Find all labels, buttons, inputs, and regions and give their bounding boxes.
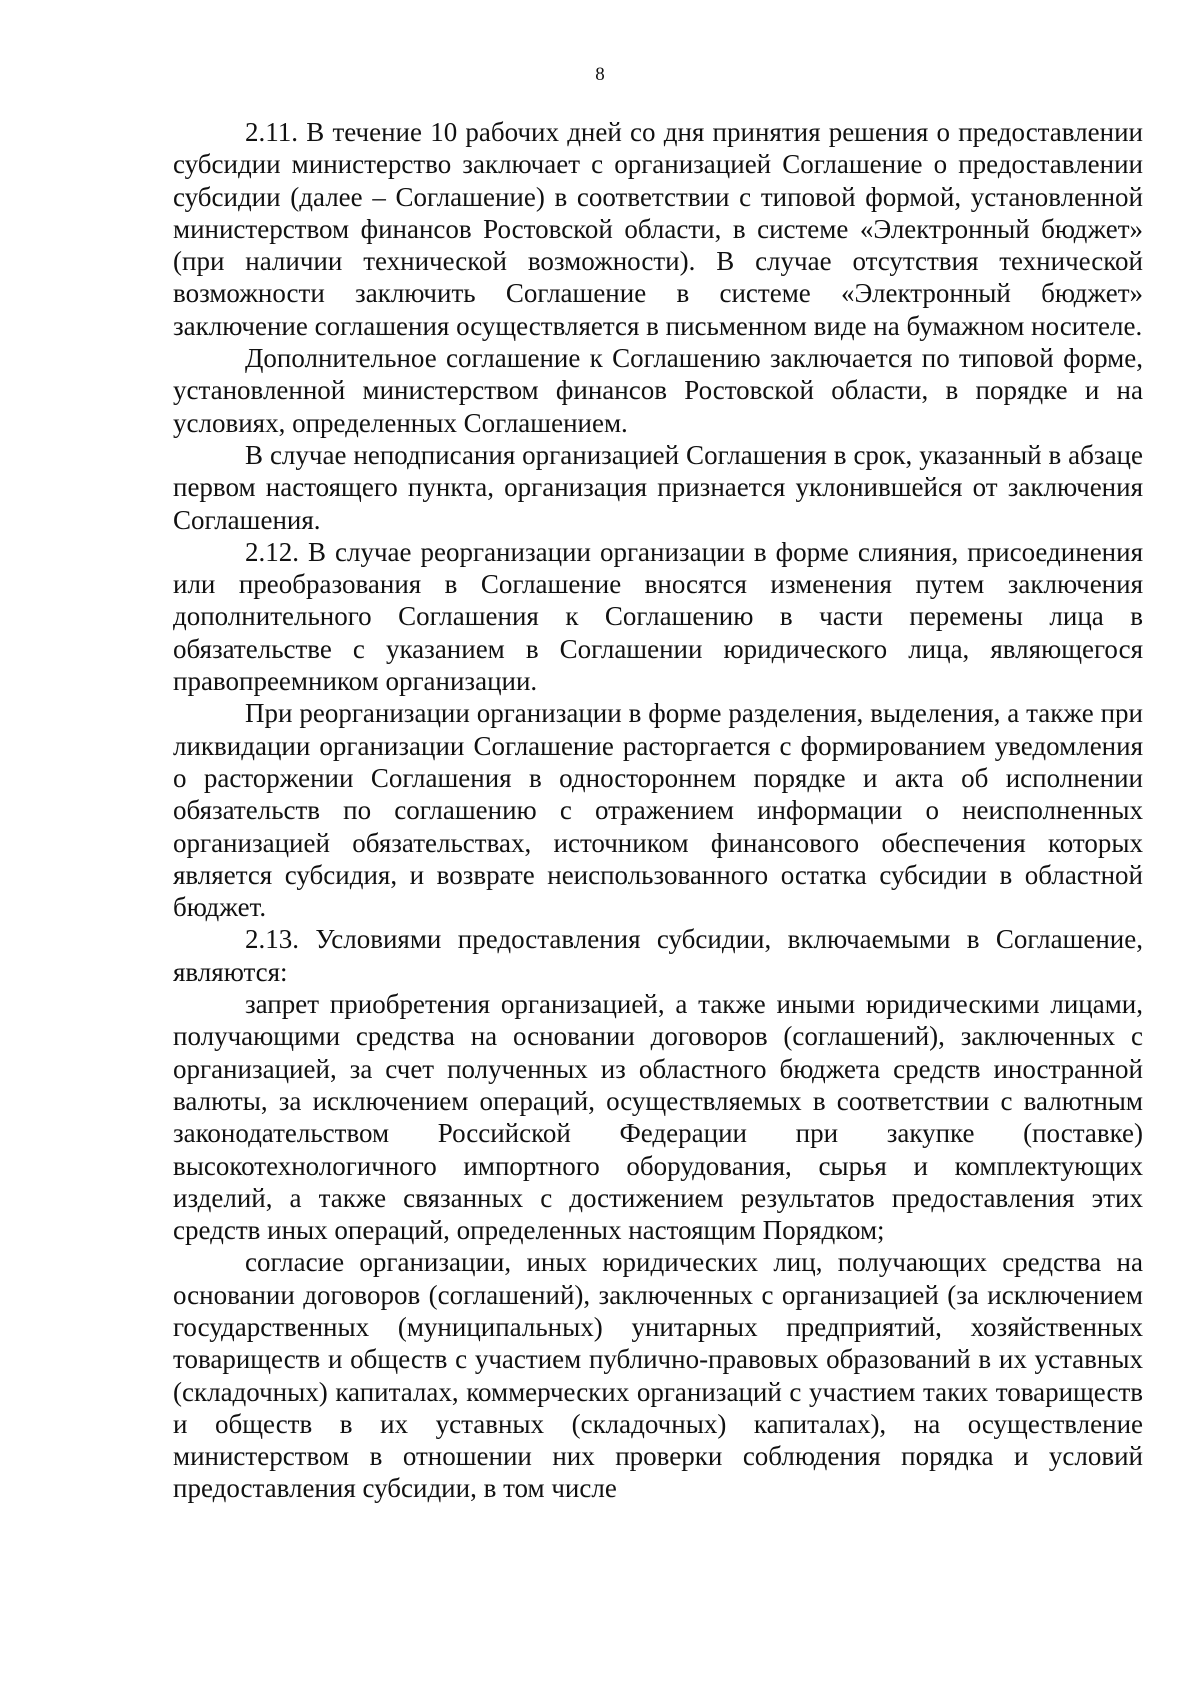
paragraph-currency-ban: запрет приобретения организацией, а также иными юридическими лицами, получающими средства на основании договоров (соглашений), заключенных с организацией, за счет полученных из областного бюджета средств иностранной валюты, за исключением операций, осуществляемых в соответствии с валютным законодательством Российской Федерации при закупке (поставке) высокотехнологичного импортного оборудования, сырья и комплектующих изделий, а также связанных с достижением результатов предоставления этих средств иных операций, определенных настоящим Порядком; [173, 989, 1143, 1246]
paragraph-non-signing: В случае неподписания организацией Соглашения в срок, указанный в абзаце первом настоящего пункта, организация признается уклонившейся от заключения Соглашения. [173, 439, 1143, 535]
paragraph-inspection-consent: согласие организации, иных юридических лиц, получающих средства на основании договоров (соглашений), заключенных с организацией (за исключением государственных (муниципальных) унитарных предприятий, хозяйственных товариществ и обществ с участием публично-правовых образований в их уставных (складочных) капиталах, коммерческих организаций с участием таких товариществ и обществ в их уставных (складочных) капиталах), на осуществление министерством в отношении них проверки соблюдения порядка и условий предоставления субсидии, в том числе [173, 1247, 1143, 1504]
page-number: 8 [595, 64, 605, 85]
paragraph-2-13: 2.13. Условиями предоставления субсидии, включаемыми в Соглашение, являются: [173, 924, 1143, 987]
paragraph-2-12: 2.12. В случае реорганизации организации в форме слияния, присоединения или преобразования в Соглашение вносятся изменения путем заключения дополнительного Соглашения к Соглашению в части перемены лица в обязательстве с указанием в Соглашении юридического лица, являющегося правопреемником организации. [173, 536, 1143, 697]
document-body [173, 116, 1143, 1505]
paragraph-additional-agreement: Дополнительное соглашение к Соглашению заключается по типовой форме, установленной министерством финансов Ростовской области, в порядке и на условиях, определенных Соглашением. [173, 343, 1143, 438]
paragraph-reorganization-termination: При реорганизации организации в форме разделения, выделения, а также при ликвидации организации Соглашение расторгается с формированием уведомления о расторжении Соглашения в одностороннем порядке и акта об исполнении обязательств по соглашению с отражением информации о неисполненных организацией обязательствах, источником финансового обеспечения которых является субсидия, и возврате неиспользованного остатка субсидии в областной бюджет. [173, 698, 1143, 923]
paragraph-2-11: 2.11. В течение 10 рабочих дней со дня принятия решения о предоставлении субсидии министерство заключает с организацией Соглашение о предоставлении субсидии (далее – Соглашение) в соответствии с типовой формой, установленной министерством финансов Ростовской области, в системе «Электронный бюджет» (при наличии технической возможности). В случае отсутствия технической возможности заключить Соглашение в системе «Электронный бюджет» заключение соглашения осуществляется в письменном виде на бумажном носителе. [173, 117, 1143, 341]
